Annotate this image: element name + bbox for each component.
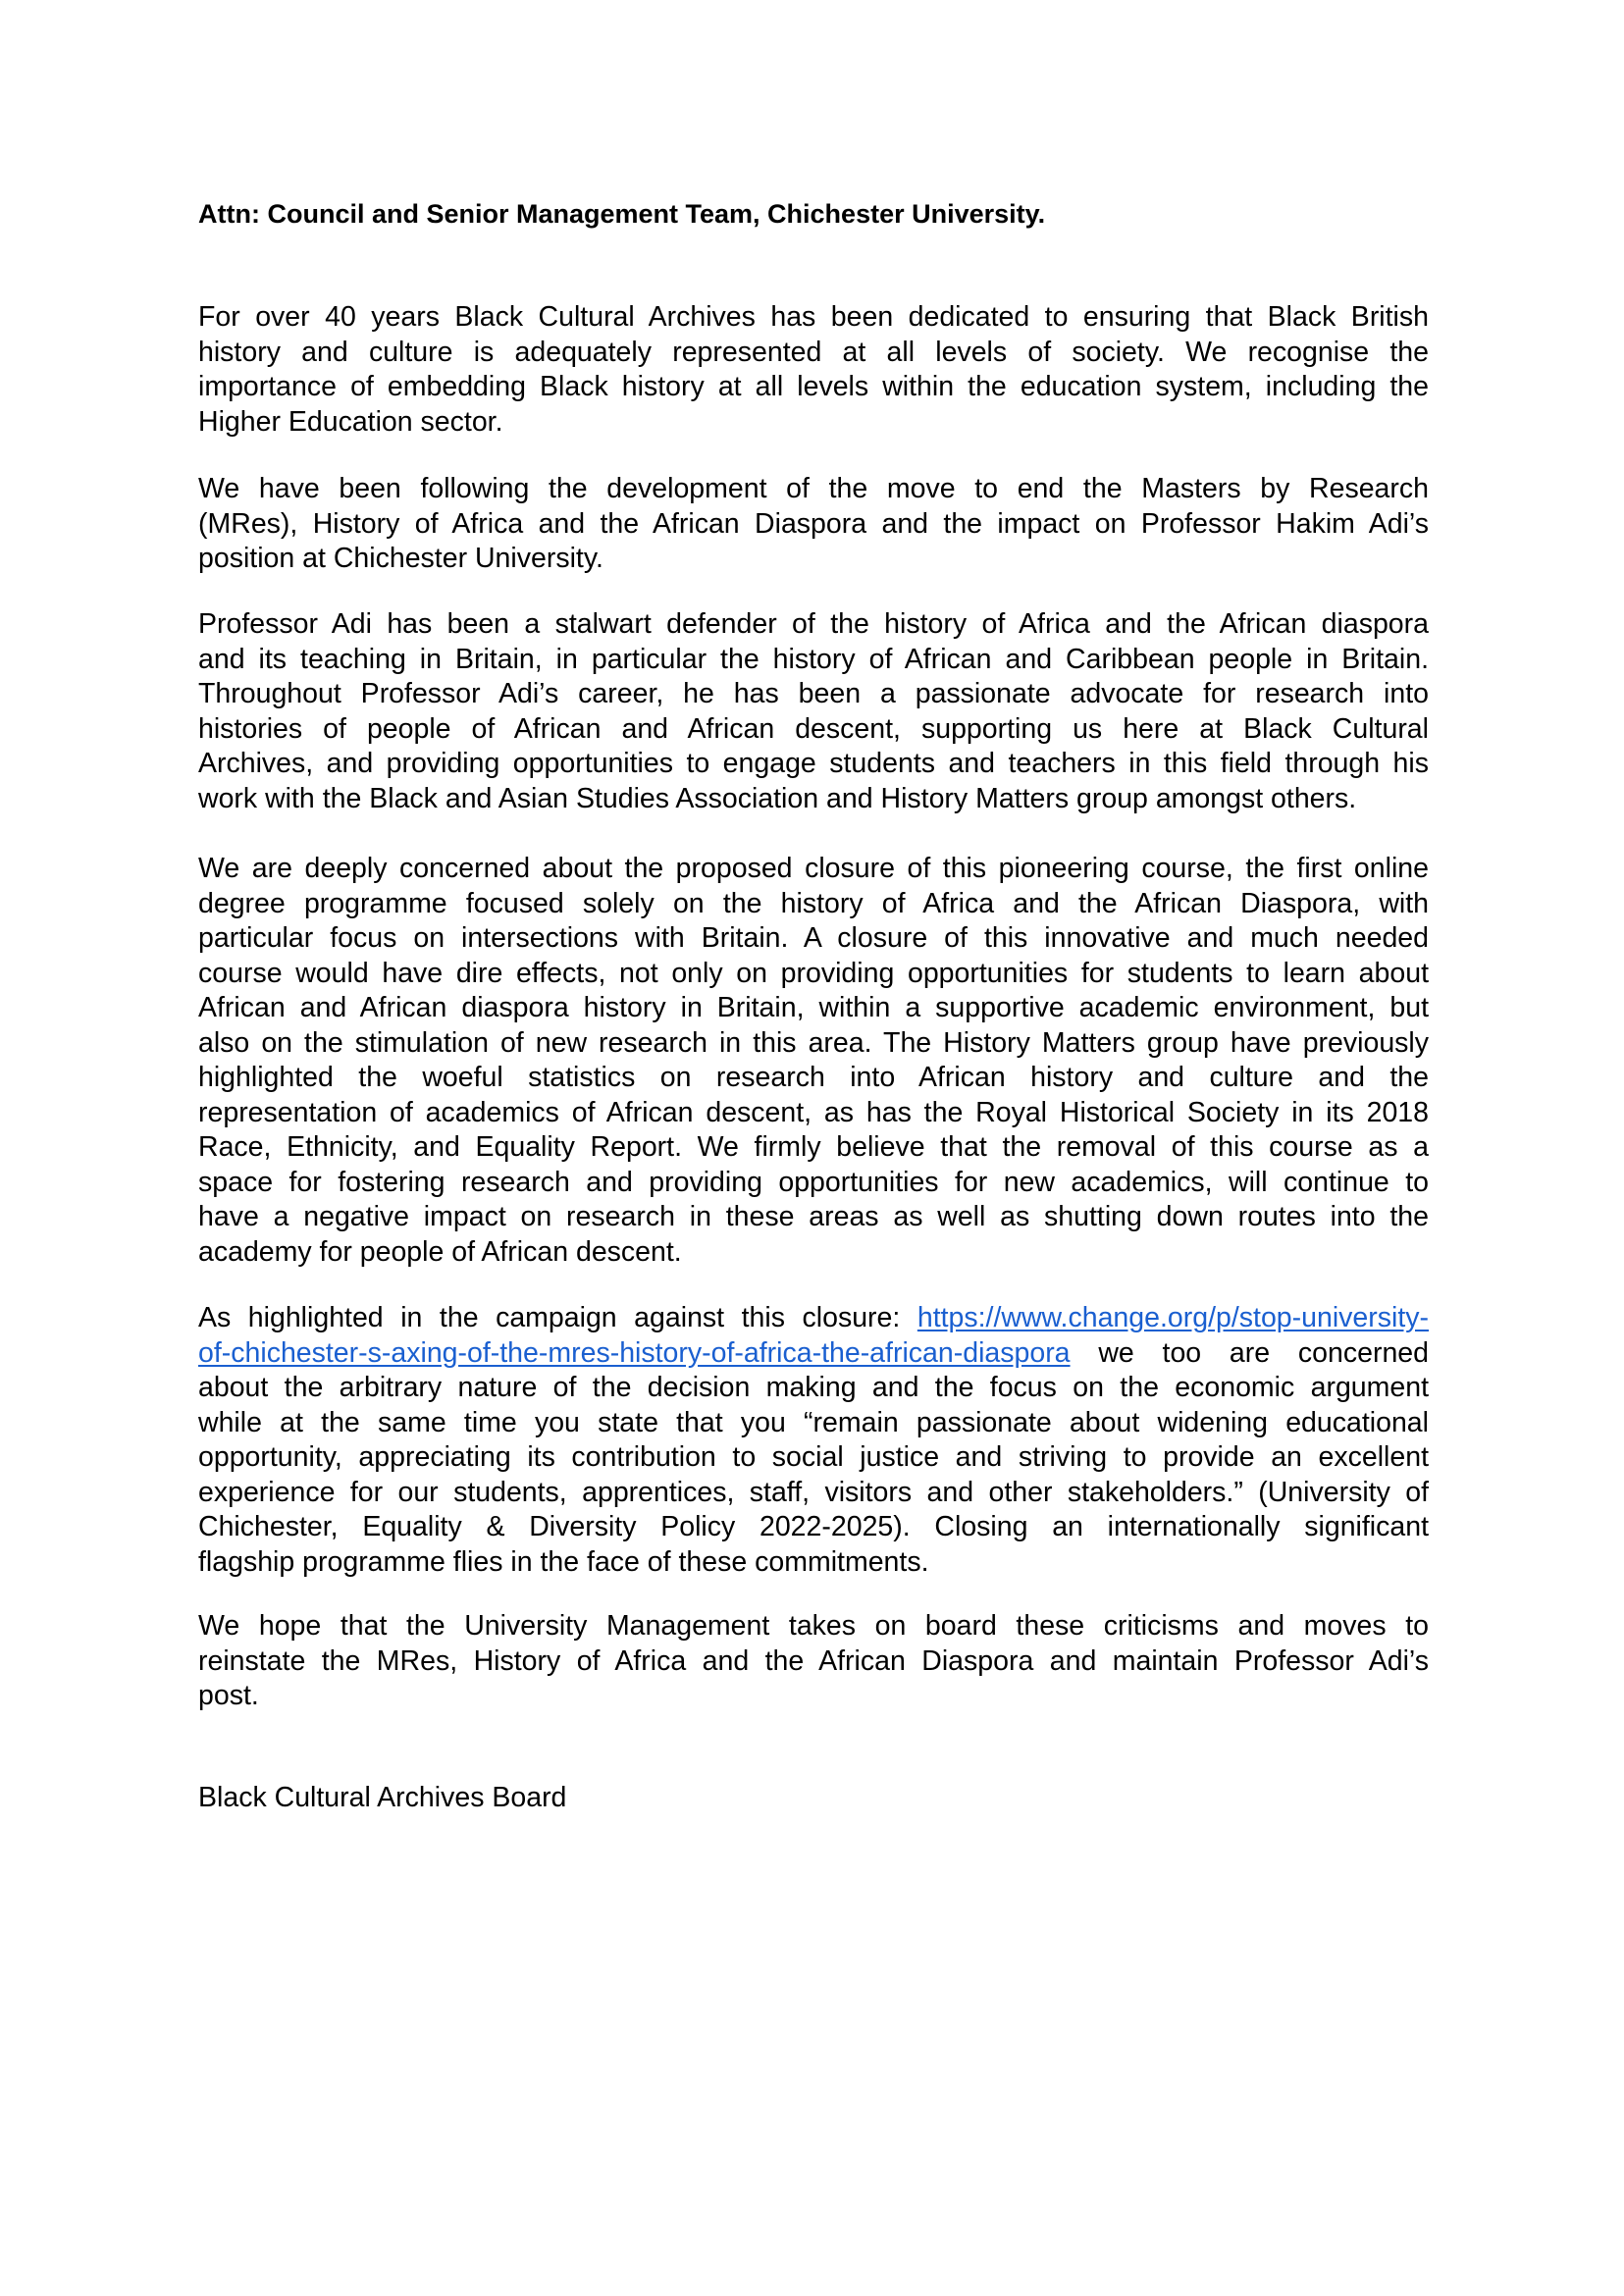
- petition-link[interactable]: https://www.change.org/p/stop-university-: [917, 1302, 1429, 1333]
- text-line: We have been following the development of the move to end the Masters by Research: [198, 473, 1429, 504]
- text-line: position at Chichester University.: [198, 543, 603, 574]
- text-line: Higher Education sector.: [198, 405, 503, 438]
- text-line: importance of embedding Black history at all levels within the education system, including the: [198, 371, 1429, 402]
- text-line: also on the stimulation of new research in this area. The History Matters group have previously: [198, 1026, 1429, 1059]
- line-suffix: we too are concerned: [1070, 1336, 1429, 1369]
- text-line: history and culture is adequately represented at all levels of society. We recognise the: [198, 336, 1429, 368]
- text-line: work with the Black and Asian Studies Association and History Matters group amongst others.: [198, 782, 1357, 814]
- text-line: histories of people of African and African descent, supporting us here at Black Cultural: [198, 712, 1429, 745]
- signature: Black Cultural Archives Board: [198, 1782, 567, 1813]
- text-line: African and African diaspora history in Britain, within a supportive academic environment, but: [198, 992, 1429, 1023]
- text-line: Archives, and providing opportunities to engage students and teachers in this field through his: [198, 748, 1429, 779]
- text-line: [198, 1301, 1429, 1336]
- text-line: experience for our students, apprentices, staff, visitors and other stakeholders.” (University of: [198, 1476, 1429, 1508]
- text-line: Professor Adi has been a stalwart defender of the history of Africa and the African diaspora: [198, 608, 1429, 640]
- text-line: academy for people of African descent.: [198, 1235, 682, 1268]
- text-line: Throughout Professor Adi’s career, he has been a passionate advocate for research into: [198, 678, 1429, 709]
- text-line: while at the same time you state that you “remain passionate about widening educational: [198, 1406, 1429, 1438]
- text-line: [198, 1336, 1429, 1372]
- text-line: course would have dire effects, not only on providing opportunities for students to learn about: [198, 957, 1429, 989]
- line-prefix: As highlighted in the campaign against this closure:: [198, 1302, 917, 1333]
- letter-heading: Attn: Council and Senior Management Team, Chichester University.: [198, 199, 1046, 229]
- text-line: about the arbitrary nature of the decision making and the focus on the economic argument: [198, 1372, 1429, 1403]
- text-line: We hope that the University Management takes on board these criticisms and moves to: [198, 1610, 1429, 1642]
- paragraph-intro: [198, 300, 1429, 440]
- petition-link-continued[interactable]: of-chichester-s-axing-of-the-mres-history-of-africa-the-african-diaspora: [198, 1336, 1071, 1369]
- text-line: and its teaching in Britain, in particular the history of African and Caribbean people in Britain.: [198, 643, 1429, 675]
- text-line: reinstate the MRes, History of Africa and the African Diaspora and maintain Professor Adi’s: [198, 1644, 1429, 1677]
- text-line: space for fostering research and providing opportunities for new academics, will continue to: [198, 1166, 1429, 1198]
- text-line: For over 40 years Black Cultural Archives has been dedicated to ensuring that Black British: [198, 301, 1429, 333]
- paragraph-request: [198, 1609, 1429, 1714]
- text-line: (MRes), History of Africa and the African Diaspora and the impact on Professor Hakim Adi’s: [198, 507, 1429, 540]
- text-line: opportunity, appreciating its contribution to social justice and striving to provide an excellent: [198, 1441, 1429, 1473]
- text-line: highlighted the woeful statistics on research into African history and culture and the: [198, 1062, 1429, 1093]
- text-line: We are deeply concerned about the proposed closure of this pioneering course, the first online: [198, 853, 1429, 884]
- text-line: degree programme focused solely on the history of Africa and the African Diaspora, with: [198, 887, 1429, 919]
- paragraph-professor-adi: [198, 607, 1429, 816]
- text-line: Race, Ethnicity, and Equality Report. We firmly believe that the removal of this course as a: [198, 1131, 1429, 1163]
- text-line: flagship programme flies in the face of these commitments.: [198, 1545, 929, 1578]
- text-line: have a negative impact on research in these areas as well as shutting down routes into the: [198, 1201, 1429, 1232]
- paragraph-closure-concern: [198, 852, 1429, 1270]
- paragraph-campaign: [198, 1301, 1429, 1580]
- text-line: Chichester, Equality & Diversity Policy 2022-2025). Closing an internationally significant: [198, 1511, 1429, 1542]
- text-line: post.: [198, 1680, 259, 1711]
- paragraph-mres-context: [198, 472, 1429, 577]
- text-line: representation of academics of African descent, as has the Royal Historical Society in its 2018: [198, 1096, 1429, 1128]
- text-line: particular focus on intersections with Britain. A closure of this innovative and much needed: [198, 922, 1429, 954]
